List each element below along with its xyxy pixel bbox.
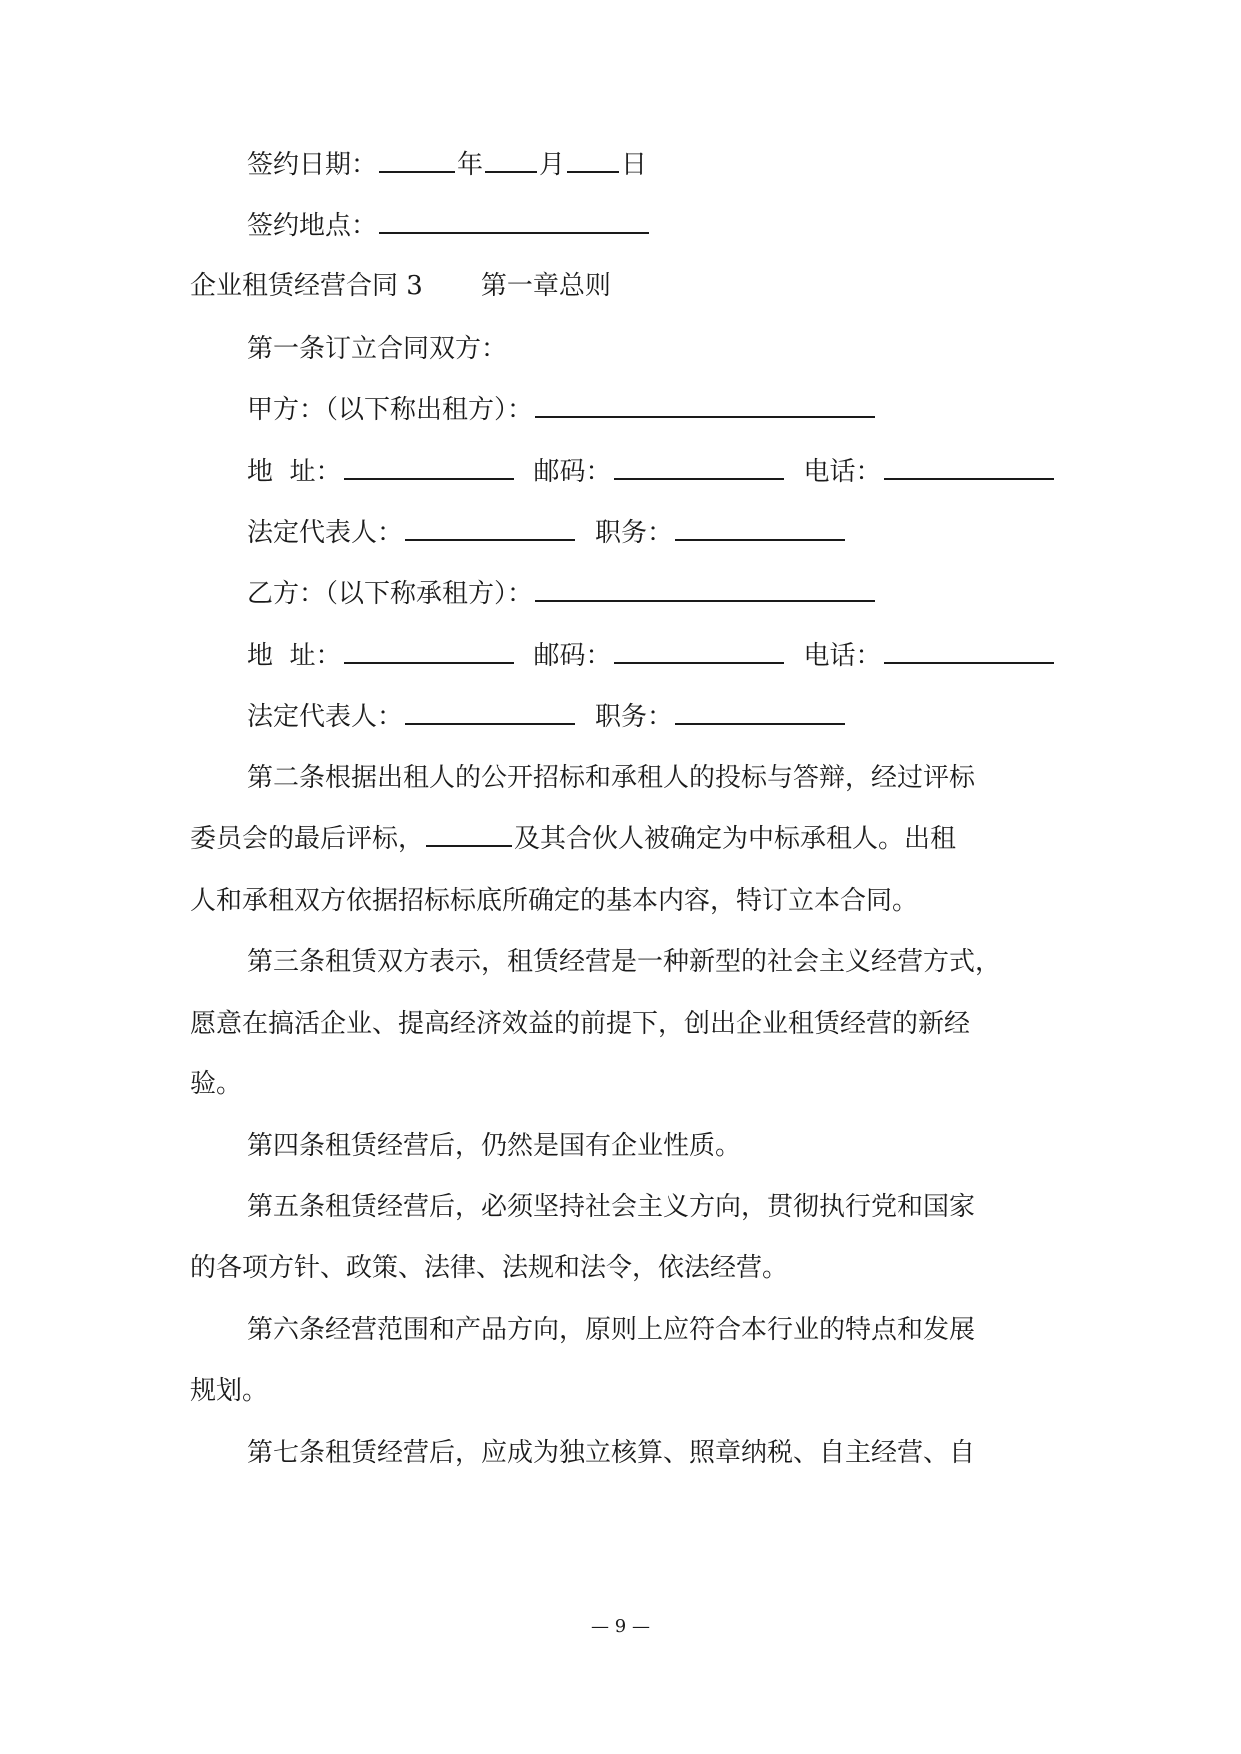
party-a-rep-line [247,513,847,553]
article-6-line-1: 第六条经营范围和产品方向，原则上应符合本行业的特点和发展 [247,1315,976,1345]
article-4: 第四条租赁经营后，仍然是国有企业性质。 [247,1131,742,1161]
party-a-zip-label: 邮码： [533,457,612,487]
party-b-phone-blank [884,636,1054,664]
party-b-line [247,574,877,614]
party-b-zip-blank [614,636,784,664]
day-blank [567,145,619,173]
party-b-rep-label: 法定代表人： [247,702,404,732]
party-a-address-blank [344,452,514,480]
party-b-rep-blank [405,697,575,725]
month-label: 月 [539,150,566,180]
party-a-phone-blank [884,452,1054,480]
party-b-address-label: 地 址： [247,641,342,671]
party-b-position-blank [675,697,845,725]
party-b-phone-label: 电话： [803,641,882,671]
year-label: 年 [457,150,484,180]
party-a-phone-label: 电话： [803,457,882,487]
article-6-line-2: 规划。 [190,1376,269,1406]
party-a-label: 甲方：（以下称出租方）： [247,395,534,425]
sign-place-line [247,206,651,246]
article-3-line-1: 第三条租赁双方表示，租赁经营是一种新型的社会主义经营方式， [247,947,1002,977]
party-a-blank [535,390,875,418]
section-title: 企业租赁经营合同 3 [190,271,423,301]
article-5-line-2: 的各项方针、政策、法律、法规和法令，依法经营。 [190,1253,789,1283]
heading-line [190,266,611,306]
tenant-name-blank [426,819,512,847]
month-blank [485,145,537,173]
party-b-zip-label: 邮码： [533,641,612,671]
party-a-position-blank [675,513,845,541]
year-blank [379,145,455,173]
party-b-contact-line [247,636,1056,676]
party-a-rep-blank [405,513,575,541]
party-b-label: 乙方：（以下称承租方）： [247,579,534,609]
article-2-line-2a: 委员会的最后评标， [190,824,425,854]
article-2-line-1: 第二条根据出租人的公开招标和承租人的投标与答辩，经过评标 [247,763,976,793]
page-number: — 9 — [591,1616,650,1637]
article-2-line-3: 人和承租双方依据招标标底所确定的基本内容，特订立本合同。 [190,886,919,916]
sign-date-label: 签约日期： [247,150,378,180]
party-a-zip-blank [614,452,784,480]
chapter-title: 第一章总则 [480,271,611,301]
article-7-line-1: 第七条租赁经营后，应成为独立核算、照章纳税、自主经营、自 [247,1438,976,1468]
day-label: 日 [621,150,648,180]
party-a-address-label: 地 址： [247,457,342,487]
sign-place-blank [379,206,649,234]
party-a-position-label: 职务： [595,518,674,548]
article-3-line-3: 验。 [190,1069,243,1099]
party-a-line [247,390,877,430]
article-3-line-2: 愿意在搞活企业、提高经济效益的前提下，创出企业租赁经营的新经 [190,1009,971,1039]
party-b-blank [535,574,875,602]
sign-date-line [247,145,647,185]
party-b-position-label: 职务： [595,702,674,732]
article-2-line-2b: 及其合伙人被确定为中标承租人。出租 [514,824,957,854]
article-5-line-1: 第五条租赁经营后，必须坚持社会主义方向，贯彻执行党和国家 [247,1192,976,1222]
article-1: 第一条订立合同双方： [247,334,508,364]
party-b-rep-line [247,697,847,737]
party-b-address-blank [344,636,514,664]
party-a-rep-label: 法定代表人： [247,518,404,548]
article-2-line-2 [190,819,956,859]
party-a-contact-line [247,452,1056,492]
sign-place-label: 签约地点： [247,211,378,241]
